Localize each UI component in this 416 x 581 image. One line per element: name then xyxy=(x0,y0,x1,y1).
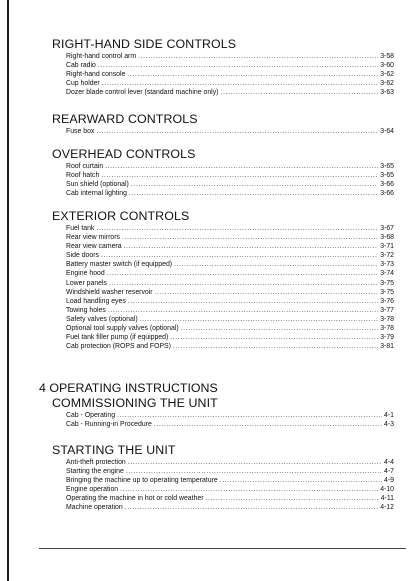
toc-entry[interactable] xyxy=(66,503,394,512)
dot-leader xyxy=(101,171,378,180)
dot-leader xyxy=(181,324,379,333)
entry-page: 4-7 xyxy=(384,468,394,476)
dot-leader xyxy=(138,52,378,61)
entry-label: Roof hatch xyxy=(66,172,100,180)
toc-entry[interactable] xyxy=(66,333,394,342)
entry-page: 3-74 xyxy=(380,270,394,278)
entry-label: Towing holes xyxy=(66,306,106,314)
entry-label: Right-hand console xyxy=(66,71,126,79)
toc-entry[interactable] xyxy=(66,269,394,278)
dot-leader xyxy=(98,61,378,70)
entry-page: 3-58 xyxy=(380,53,394,60)
entry-page: 3-77 xyxy=(380,306,394,314)
toc-entry[interactable] xyxy=(66,476,394,485)
entry-page: 3-66 xyxy=(380,181,394,189)
entry-label: Fuel tank filler pump (if equipped) xyxy=(66,334,169,342)
toc-entry[interactable] xyxy=(66,324,394,333)
chapter-title: 4 OPERATING INSTRUCTIONS xyxy=(39,381,218,395)
toc-section-exterior-controls xyxy=(52,210,394,351)
toc-entry[interactable] xyxy=(66,306,394,315)
dot-leader xyxy=(124,242,379,251)
dot-leader xyxy=(170,333,378,342)
toc-entry[interactable] xyxy=(66,342,394,351)
dot-leader xyxy=(140,315,379,324)
dot-leader xyxy=(128,458,382,467)
entry-page: 3-73 xyxy=(380,261,394,269)
toc-entry[interactable] xyxy=(66,420,394,429)
dot-leader xyxy=(107,269,379,278)
entry-page: 4-12 xyxy=(380,504,394,512)
entry-label: Side doors xyxy=(66,252,99,260)
dot-leader xyxy=(220,88,378,97)
dot-leader xyxy=(117,411,382,420)
dot-leader xyxy=(131,180,378,189)
entry-page: 3-62 xyxy=(380,80,394,88)
toc-entry[interactable] xyxy=(66,279,394,288)
section-title: RIGHT-HAND SIDE CONTROLS xyxy=(52,37,237,51)
entry-page: 3-60 xyxy=(380,62,394,70)
dot-leader xyxy=(105,162,378,171)
dot-leader xyxy=(174,260,378,269)
toc-entry[interactable] xyxy=(66,180,394,189)
entry-page: 3-76 xyxy=(380,297,394,305)
toc-entry[interactable] xyxy=(66,88,394,97)
dot-leader xyxy=(129,189,378,198)
toc-entry[interactable] xyxy=(66,127,394,136)
entry-page: 3-72 xyxy=(380,252,394,260)
toc-section-rearward-controls xyxy=(52,113,394,136)
entry-page: 3-79 xyxy=(380,334,394,342)
dot-leader xyxy=(155,288,379,297)
dot-leader xyxy=(120,485,378,494)
entry-page: 3-75 xyxy=(380,288,394,296)
toc-entry[interactable] xyxy=(66,79,394,88)
entry-label: Fuel tank xyxy=(66,225,95,232)
dot-leader xyxy=(101,251,378,260)
entry-label: Bringing the machine up to operating temperature xyxy=(66,477,218,485)
entry-label: Starting the engine xyxy=(66,468,124,476)
dot-leader xyxy=(125,503,379,512)
toc-entry[interactable] xyxy=(66,467,394,476)
entry-label: Windshield washer reservoir xyxy=(66,288,153,296)
entry-label: Cab protection (ROPS and FOPS) xyxy=(66,343,171,351)
dot-leader xyxy=(154,420,382,429)
entry-page: 3-78 xyxy=(380,325,394,333)
dot-leader xyxy=(96,127,378,136)
entry-page: 3-64 xyxy=(380,128,394,135)
toc-entry[interactable] xyxy=(66,52,394,61)
entry-page: 3-65 xyxy=(380,163,394,170)
entry-page: 3-63 xyxy=(380,89,394,97)
entry-page: 3-66 xyxy=(380,190,394,198)
dot-leader xyxy=(173,342,378,351)
entry-page: 3-81 xyxy=(380,343,394,351)
dot-leader xyxy=(122,233,378,242)
entry-page: 4-1 xyxy=(384,412,394,419)
entry-label: Safety valves (optional) xyxy=(66,315,138,323)
entry-label: Cup holder xyxy=(66,80,100,88)
section-title: OVERHEAD CONTROLS xyxy=(52,147,196,161)
toc-entry[interactable] xyxy=(66,485,394,494)
dot-leader xyxy=(96,224,378,233)
entry-page: 4-4 xyxy=(384,459,394,466)
entry-label: Machine operation xyxy=(66,504,123,512)
toc-entry[interactable] xyxy=(66,233,394,242)
toc-entry[interactable] xyxy=(66,162,394,171)
entry-label: Load handling eyes xyxy=(66,297,126,305)
toc-entry[interactable] xyxy=(66,70,394,79)
toc-entry[interactable] xyxy=(66,242,394,251)
toc-entry[interactable] xyxy=(66,297,394,306)
entry-label: Engine hood xyxy=(66,270,105,278)
toc-entry[interactable] xyxy=(66,458,394,467)
entry-label: Rear view camera xyxy=(66,243,122,251)
dot-leader xyxy=(102,79,378,88)
dot-leader xyxy=(206,494,379,503)
entry-page: 3-75 xyxy=(380,279,394,287)
entry-page: 3-71 xyxy=(380,243,394,251)
section-title: STARTING THE UNIT xyxy=(52,443,176,457)
toc-section-overhead-controls xyxy=(52,148,394,198)
entry-label: Right-hand control arm xyxy=(66,53,137,60)
toc-section-starting-the-unit xyxy=(52,444,394,513)
entry-label: Cab internal lighting xyxy=(66,190,127,198)
entry-label: Battery master switch (if equipped) xyxy=(66,261,173,269)
section-title: REARWARD CONTROLS xyxy=(52,112,198,126)
entry-label: Sun shield (optional) xyxy=(66,181,129,189)
section-title: EXTERIOR CONTROLS xyxy=(52,209,190,223)
section-title: COMMISSIONING THE UNIT xyxy=(52,396,218,410)
entry-page: 3-65 xyxy=(380,172,394,180)
dot-leader xyxy=(126,467,382,476)
toc-entry[interactable] xyxy=(66,251,394,260)
entry-label: Cab - Running-in Procedure xyxy=(66,421,152,429)
dot-leader xyxy=(127,70,378,79)
entry-label: Engine operation xyxy=(66,486,119,494)
toc-entry[interactable] xyxy=(66,189,394,198)
entry-label: Anti-theft protection xyxy=(66,459,126,466)
entry-label: Optional tool supply valves (optional) xyxy=(66,325,179,333)
entry-label: Lower panels xyxy=(66,279,107,287)
entry-page: 4-9 xyxy=(384,477,394,485)
toc-entry[interactable] xyxy=(66,315,394,324)
dot-leader xyxy=(108,306,378,315)
entry-label: Cab radio xyxy=(66,62,96,70)
entry-page: 4-3 xyxy=(384,421,394,429)
footer-rule xyxy=(39,548,406,549)
toc-entry[interactable] xyxy=(66,224,394,233)
dot-leader xyxy=(109,279,378,288)
toc-section-right-hand-side-controls xyxy=(52,38,394,97)
binding-rule xyxy=(7,0,9,581)
toc-entry[interactable] xyxy=(66,260,394,269)
entry-label: Operating the machine in hot or cold weather xyxy=(66,495,204,503)
dot-leader xyxy=(220,476,382,485)
dot-leader xyxy=(128,297,378,306)
toc-entry[interactable] xyxy=(66,288,394,297)
entry-label: Cab - Operating xyxy=(66,412,116,419)
toc-section-commissioning-the-unit xyxy=(52,397,394,429)
entry-page: 3-62 xyxy=(380,71,394,79)
entry-label: Dozer blade control lever (standard machine only) xyxy=(66,89,219,97)
entry-page: 4-11 xyxy=(380,495,394,503)
entry-label: Rear view mirrors xyxy=(66,234,120,242)
entry-page: 3-78 xyxy=(380,315,394,323)
entry-label: Roof curtain xyxy=(66,163,104,170)
entry-page: 3-67 xyxy=(380,225,394,232)
toc-entry[interactable] xyxy=(66,411,394,420)
toc-entry[interactable] xyxy=(66,61,394,70)
entry-page: 3-68 xyxy=(380,234,394,242)
toc-entry[interactable] xyxy=(66,171,394,180)
entry-page: 4-10 xyxy=(380,486,394,494)
entry-label: Fuse box xyxy=(66,128,95,135)
toc-entry[interactable] xyxy=(66,494,394,503)
